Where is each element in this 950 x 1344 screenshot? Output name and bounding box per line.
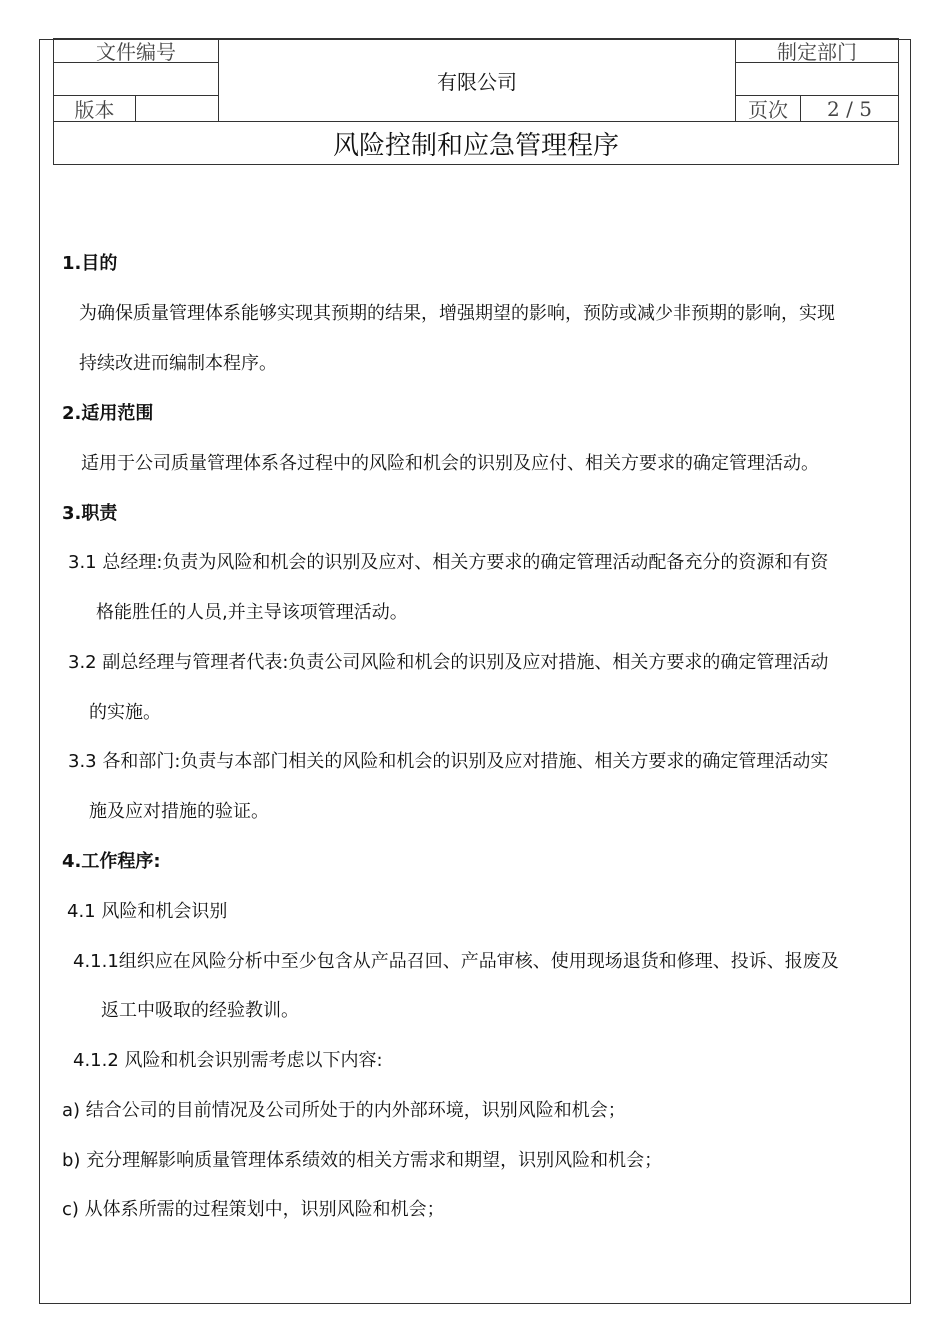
list-item: c) 从体系所需的过程策划中，识别风险和机会； — [62, 1199, 445, 1220]
paragraph-line: 3.1 总经理:负责为风险和机会的识别及应对、相关方要求的确定管理活动配备充分的资源和有资 — [68, 552, 829, 573]
version-label: 版本 — [53, 95, 136, 122]
paragraph-line: 的实施。 — [89, 702, 161, 723]
paragraph-line: 返工中吸取的经验教训。 — [101, 1000, 299, 1021]
version-value — [135, 95, 219, 122]
doc-number-value — [53, 62, 219, 96]
paragraph-line: 施及应对措施的验证。 — [89, 801, 269, 822]
paragraph-line: 为确保质量管理体系能够实现其预期的结果，增强期望的影响，预防或减少非预期的影响，实现 — [79, 303, 835, 324]
list-item: a) 结合公司的目前情况及公司所处于的内外部环境，识别风险和机会； — [62, 1100, 626, 1121]
paragraph-line: 持续改进而编制本程序。 — [79, 353, 277, 374]
page-label: 页次 — [735, 95, 801, 122]
page-number: 2 / 5 — [800, 95, 899, 122]
section-heading: 1.目的 — [62, 253, 118, 274]
company-name: 有限公司 — [218, 38, 736, 122]
section-heading: 4.工作程序: — [62, 851, 161, 872]
document-title: 风险控制和应急管理程序 — [53, 121, 899, 165]
dept-value — [735, 62, 899, 96]
list-item: b) 充分理解影响质量管理体系绩效的相关方需求和期望，识别风险和机会； — [62, 1150, 663, 1171]
dept-label: 制定部门 — [735, 38, 899, 63]
section-heading: 3.职责 — [62, 503, 118, 524]
paragraph-line: 4.1.2 风险和机会识别需考虑以下内容: — [73, 1050, 383, 1071]
document-header-table — [53, 38, 899, 165]
paragraph-line: 适用于公司质量管理体系各过程中的风险和机会的识别及应付、相关方要求的确定管理活动。 — [81, 453, 819, 474]
paragraph-line: 格能胜任的人员,并主导该项管理活动。 — [96, 602, 408, 623]
paragraph-line: 3.3 各和部门:负责与本部门相关的风险和机会的识别及应对措施、相关方要求的确定管理活动实 — [68, 751, 829, 772]
paragraph-line: 4.1.1组织应在风险分析中至少包含从产品召回、产品审核、使用现场退货和修理、投诉、报废及 — [73, 951, 839, 972]
doc-number-label: 文件编号 — [53, 38, 219, 63]
subsection-heading: 4.1 风险和机会识别 — [67, 901, 228, 922]
section-heading: 2.适用范围 — [62, 403, 154, 424]
paragraph-line: 3.2 副总经理与管理者代表:负责公司风险和机会的识别及应对措施、相关方要求的确定管理活动 — [68, 652, 829, 673]
